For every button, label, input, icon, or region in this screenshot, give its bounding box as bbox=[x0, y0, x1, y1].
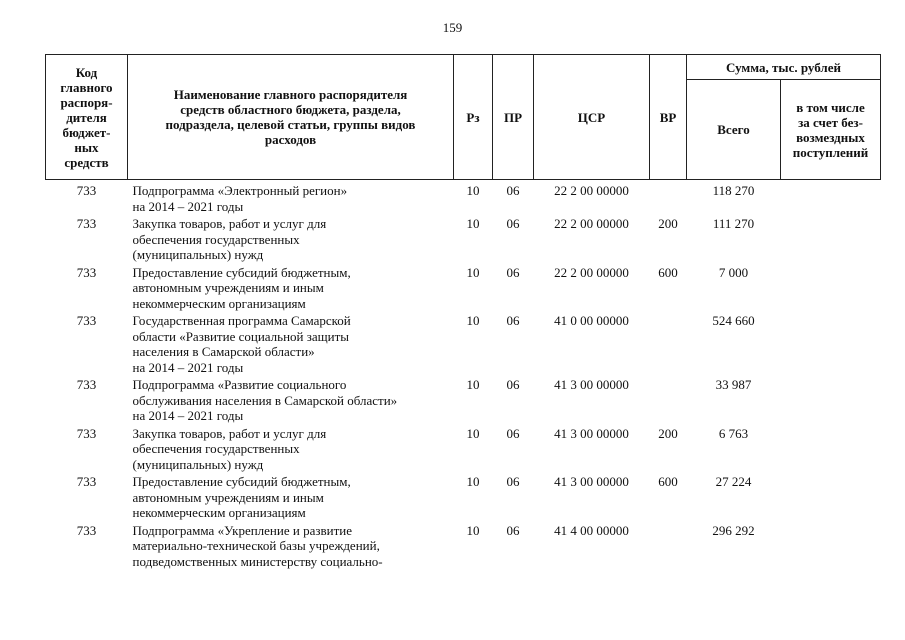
name-line: Закупка товаров, работ и услуг для bbox=[132, 425, 327, 441]
cell-csr: 41 3 00 00000 bbox=[554, 474, 629, 489]
cell-total: 118 270 bbox=[712, 183, 755, 198]
header-grant-line: в том числе bbox=[796, 99, 865, 115]
table-row bbox=[46, 265, 881, 314]
cell-grant bbox=[781, 180, 881, 217]
header-name-line: подраздела, целевой статьи, группы видов bbox=[165, 117, 416, 132]
table-row bbox=[46, 377, 881, 426]
name-line: Предоставление субсидий бюджетным, bbox=[132, 474, 351, 489]
name-line: Предоставление субсидий бюджетным, bbox=[132, 264, 351, 280]
cell-vr: 600 bbox=[658, 264, 678, 280]
cell-code: 733 bbox=[76, 377, 97, 392]
cell-csr: 22 2 00 00000 bbox=[554, 264, 629, 280]
cell-code: 733 bbox=[76, 425, 97, 441]
name-line: автономным учреждениям и иным bbox=[132, 489, 324, 505]
cell-code: 733 bbox=[76, 474, 97, 489]
cell-csr: 41 4 00 00000 bbox=[554, 522, 629, 538]
cell-code: 733 bbox=[76, 264, 97, 280]
cell-pr: 06 bbox=[506, 313, 520, 328]
name-line: на 2014 – 2021 годы bbox=[132, 198, 244, 214]
header-vr: ВР bbox=[650, 55, 687, 180]
table-header bbox=[46, 55, 881, 180]
header-grant bbox=[781, 80, 881, 180]
cell-pr: 06 bbox=[506, 183, 520, 198]
cell-rz: 10 bbox=[466, 183, 480, 198]
header-code bbox=[46, 55, 128, 180]
cell-vr bbox=[650, 180, 687, 217]
name-line: Подпрограмма «Развитие социального bbox=[132, 377, 347, 392]
cell-total: 27 224 bbox=[715, 474, 752, 489]
cell-vr bbox=[650, 377, 687, 426]
cell-name bbox=[128, 474, 454, 523]
table-body bbox=[46, 180, 881, 572]
cell-pr: 06 bbox=[506, 377, 520, 392]
table-row bbox=[46, 180, 881, 217]
table-row bbox=[46, 216, 881, 265]
cell-grant bbox=[781, 265, 881, 314]
header-rz: Рз bbox=[454, 55, 493, 180]
header-code-line: главного bbox=[60, 79, 113, 95]
cell-pr: 06 bbox=[506, 425, 520, 441]
cell-name bbox=[128, 265, 454, 314]
cell-csr: 41 3 00 00000 bbox=[554, 377, 629, 392]
budget-table bbox=[45, 54, 881, 571]
table-row bbox=[46, 313, 881, 377]
name-line: подведомственных министерству социально- bbox=[132, 553, 383, 569]
cell-total: 7 000 bbox=[718, 264, 749, 280]
header-csr: ЦСР bbox=[534, 55, 650, 180]
cell-total: 524 660 bbox=[712, 313, 755, 328]
cell-grant bbox=[781, 426, 881, 475]
cell-rz: 10 bbox=[466, 474, 480, 489]
name-line: материально-технической базы учреждений, bbox=[132, 538, 380, 553]
name-line: некоммерческим организациям bbox=[132, 505, 306, 520]
cell-rz: 10 bbox=[466, 264, 480, 280]
cell-vr bbox=[650, 313, 687, 377]
cell-name bbox=[128, 313, 454, 377]
cell-csr: 22 2 00 00000 bbox=[554, 216, 629, 231]
cell-vr: 200 bbox=[658, 216, 678, 231]
cell-rz: 10 bbox=[466, 313, 480, 328]
cell-rz: 10 bbox=[466, 425, 480, 441]
cell-pr: 06 bbox=[506, 216, 520, 231]
header-grant-line: поступлений bbox=[792, 144, 869, 160]
header-total: Всего bbox=[687, 80, 781, 180]
name-line: обеспечения государственных bbox=[132, 441, 300, 456]
name-line: некоммерческим организациям bbox=[132, 295, 306, 311]
cell-name bbox=[128, 523, 454, 572]
cell-name bbox=[128, 180, 454, 217]
header-grant-line: возмездных bbox=[796, 129, 865, 145]
cell-grant bbox=[781, 377, 881, 426]
name-line: населения в Самарской области» bbox=[132, 344, 315, 359]
name-line: обслуживания населения в Самарской области» bbox=[132, 392, 398, 408]
cell-rz: 10 bbox=[466, 377, 480, 392]
cell-rz: 10 bbox=[466, 522, 480, 538]
cell-pr: 06 bbox=[506, 522, 520, 538]
name-line: Закупка товаров, работ и услуг для bbox=[132, 216, 327, 231]
header-code-line: бюджет- bbox=[62, 124, 111, 140]
cell-pr: 06 bbox=[506, 474, 520, 489]
name-line: автономным учреждениям и иным bbox=[132, 280, 324, 295]
page-number: 159 bbox=[442, 20, 463, 35]
cell-code: 733 bbox=[76, 522, 97, 538]
cell-name bbox=[128, 426, 454, 475]
header-sum: Сумма, тыс. рублей bbox=[687, 55, 881, 80]
name-line: Подпрограмма «Электронный регион» bbox=[132, 183, 348, 198]
cell-total: 6 763 bbox=[718, 425, 749, 441]
name-line: обеспечения государственных bbox=[132, 231, 300, 247]
cell-name bbox=[128, 216, 454, 265]
header-grant-line: за счет без- bbox=[798, 114, 863, 130]
cell-code: 733 bbox=[76, 216, 97, 231]
header-code-line: дителя bbox=[66, 109, 107, 125]
header-name bbox=[128, 55, 454, 180]
header-name-line: расходов bbox=[264, 132, 317, 147]
name-line: Государственная программа Самарской bbox=[132, 313, 351, 328]
cell-grant bbox=[781, 523, 881, 572]
cell-code: 733 bbox=[76, 313, 97, 328]
cell-grant bbox=[781, 216, 881, 265]
cell-grant bbox=[781, 313, 881, 377]
cell-code: 733 bbox=[76, 183, 97, 198]
name-line: на 2014 – 2021 годы bbox=[132, 408, 244, 423]
name-line: на 2014 – 2021 годы bbox=[132, 359, 244, 375]
cell-pr: 06 bbox=[506, 264, 520, 280]
cell-csr: 41 0 00 00000 bbox=[554, 313, 629, 328]
name-line: (муниципальных) нужд bbox=[132, 456, 264, 472]
header-code-line: Код bbox=[75, 64, 98, 80]
name-line: области «Развитие социальной защиты bbox=[132, 328, 350, 344]
cell-vr bbox=[650, 523, 687, 572]
cell-grant bbox=[781, 474, 881, 523]
header-code-line: распоря- bbox=[60, 94, 113, 110]
cell-name bbox=[128, 377, 454, 426]
cell-total: 111 270 bbox=[712, 216, 755, 231]
cell-rz: 10 bbox=[466, 216, 480, 231]
cell-vr: 200 bbox=[658, 425, 678, 441]
cell-total: 33 987 bbox=[715, 377, 752, 392]
name-line: (муниципальных) нужд bbox=[132, 247, 264, 262]
cell-vr: 600 bbox=[658, 474, 678, 489]
header-code-line: ных bbox=[74, 139, 99, 155]
table-row bbox=[46, 474, 881, 523]
cell-csr: 22 2 00 00000 bbox=[554, 183, 629, 198]
header-name-line: Наименование главного распорядителя bbox=[173, 87, 408, 102]
header-pr: ПР bbox=[493, 55, 534, 180]
name-line: Подпрограмма «Укрепление и развитие bbox=[132, 522, 352, 538]
table-row bbox=[46, 523, 881, 572]
header-name-line: средств областного бюджета, раздела, bbox=[180, 102, 401, 117]
cell-total: 296 292 bbox=[712, 522, 755, 538]
cell-csr: 41 3 00 00000 bbox=[554, 425, 629, 441]
table-row bbox=[46, 426, 881, 475]
header-code-line: средств bbox=[64, 154, 109, 170]
